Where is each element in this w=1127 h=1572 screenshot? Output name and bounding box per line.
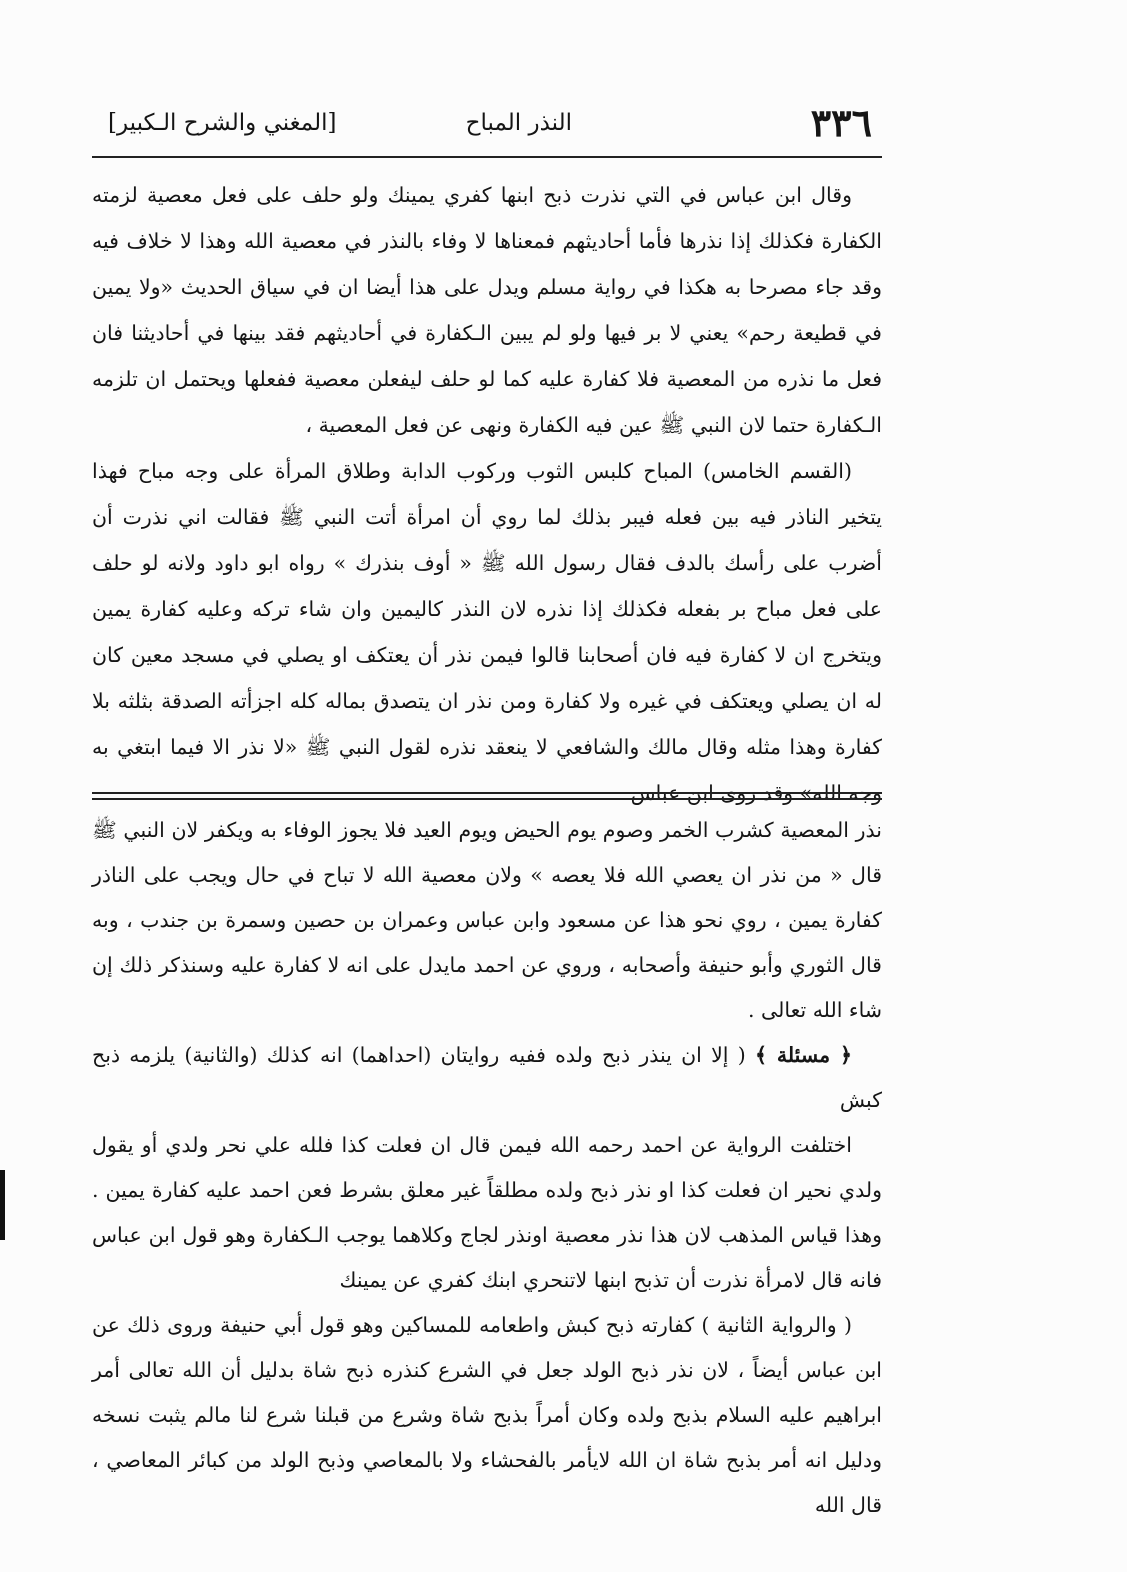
main-text-section [92, 808, 882, 1528]
running-title: النذر المباح [465, 110, 572, 136]
main-paragraph: ( والرواية الثانية ) كفارته ذبح كبش واطعامه للمساكين وهو قول أبي حنيفة وروى ذلك عن ابن عباس أيضاً ، لان نذر ذبح الولد جعل في الشرع كنذره ذبح شاة بدليل أن الله تعالى أمر ابراهيم عليه السلام بذبح ولده وكان أمراً بذبح شاة وشرع من قبلنا شرع لنا مالم يثبت نسخه ودليل انه أمر بذبح شاة ان الله لايأمر بالفحشاء ولا بالمعاصي وذبح الولد من كبائر المعاصي ، قال الله [92, 1313, 882, 1517]
scan-edge-mark [0, 1170, 5, 1240]
commentary-paragraph: (القسم الخامس) المباح كلبس الثوب وركوب الدابة وطلاق المرأة على وجه مباح فهذا يتخير الناذر فيه بين فعله فيبر بذلك لما روي أن امرأة أتت النبي ﷺ فقالت اني نذرت أن أضرب على رأسك بالدف فقال رسول الله ﷺ « أوف بنذرك » رواه ابو داود ولانه لو حلف على فعل مباح بر بفعله فكذلك إذا نذره لان النذر كاليمين وان شاء تركه وعليه كفارة يمين ويتخرج ان لا كفارة فيه فان أصحابنا قالوا فيمن نذر أن يعتكف او يصلي في مسجد معين كان له ان يصلي ويعتكف في غيره ولا كفارة ومن نذر ان يتصدق بماله كله اجزأته الصدقة بثلثه بلا كفارة وهذا مثله وقال مالك والشافعي لا ينعقد نذره لقول النبي ﷺ «لا نذر الا فيما ابتغي به وجه الله» وقد روى ابن عباس [92, 459, 882, 805]
main-paragraph: اختلفت الرواية عن احمد رحمه الله فيمن قال ان فعلت كذا فلله علي نحر ولدي أو يقول ولدي نحير ان فعلت كذا او نذر ذبح ولده مطلقاً غير معلق بشرط فعن احمد عليه كفارة يمين . وهذا قياس المذهب لان هذا نذر معصية اونذر لجاج وكلاهما يوجب الـكفارة وهو قول ابن عباس فانه قال لامرأة نذرت أن تذبح ابنها لاتنحري ابنك كفري عن يمينك [92, 1133, 882, 1292]
issue-label: ﴿ مسئلة ﴾ [755, 1043, 852, 1067]
section-divider [92, 798, 882, 800]
header-rule [92, 156, 882, 158]
commentary-section [92, 172, 882, 816]
page-header [92, 96, 882, 158]
page-number: ٣٣٦ [810, 100, 872, 145]
main-paragraph: نذر المعصية كشرب الخمر وصوم يوم الحيض ويوم العيد فلا يجوز الوفاء به ويكفر لان النبي ﷺ قال « من نذر ان يعصي الله فلا يعصه » ولان معصية الله لا تباح في حال ويجب على الناذر كفارة يمين ، روي نحو هذا عن مسعود وابن عباس وعمران بن حصين وسمرة بن جندب ، وبه قال الثوري وأبو حنيفة وأصحابه ، وروي عن احمد مايدل على انه لا كفارة عليه وسنذكر ذلك إن شاء الله تعالى . [92, 818, 882, 1022]
commentary-paragraph: وقال ابن عباس في التي نذرت ذبح ابنها كفري يمينك ولو حلف على فعل معصية لزمته الكفارة فكذلك إذا نذرها فأما أحاديثهم فمعناها لا وفاء بالنذر في معصية الله وهذا لا خلاف فيه وقد جاء مصرحا به هكذا في رواية مسلم ويدل على هذا أيضا ان في سياق الحديث «ولا يمين في قطيعة رحم» يعني لا بر فيها ولو لم يبين الـكفارة في أحاديثهم فقد بينها في أحاديثنا فان فعل ما نذره من المعصية فلا كفارة عليه كما لو حلف ليفعلن معصية ففعلها ويحتمل ان تلزمه الـكفارة حتما لان النبي ﷺ عين فيه الكفارة ونهى عن فعل المعصية ، [92, 183, 882, 437]
book-title: [المغني والشرح الـكبير] [108, 110, 337, 136]
section-divider [92, 792, 882, 794]
issue-text: ( إلا ان ينذر ذبح ولده ففيه روايتان (احداهما) انه كذلك (والثانية) يلزمه ذبح كبش [92, 1043, 882, 1112]
issue-heading [92, 1033, 882, 1123]
